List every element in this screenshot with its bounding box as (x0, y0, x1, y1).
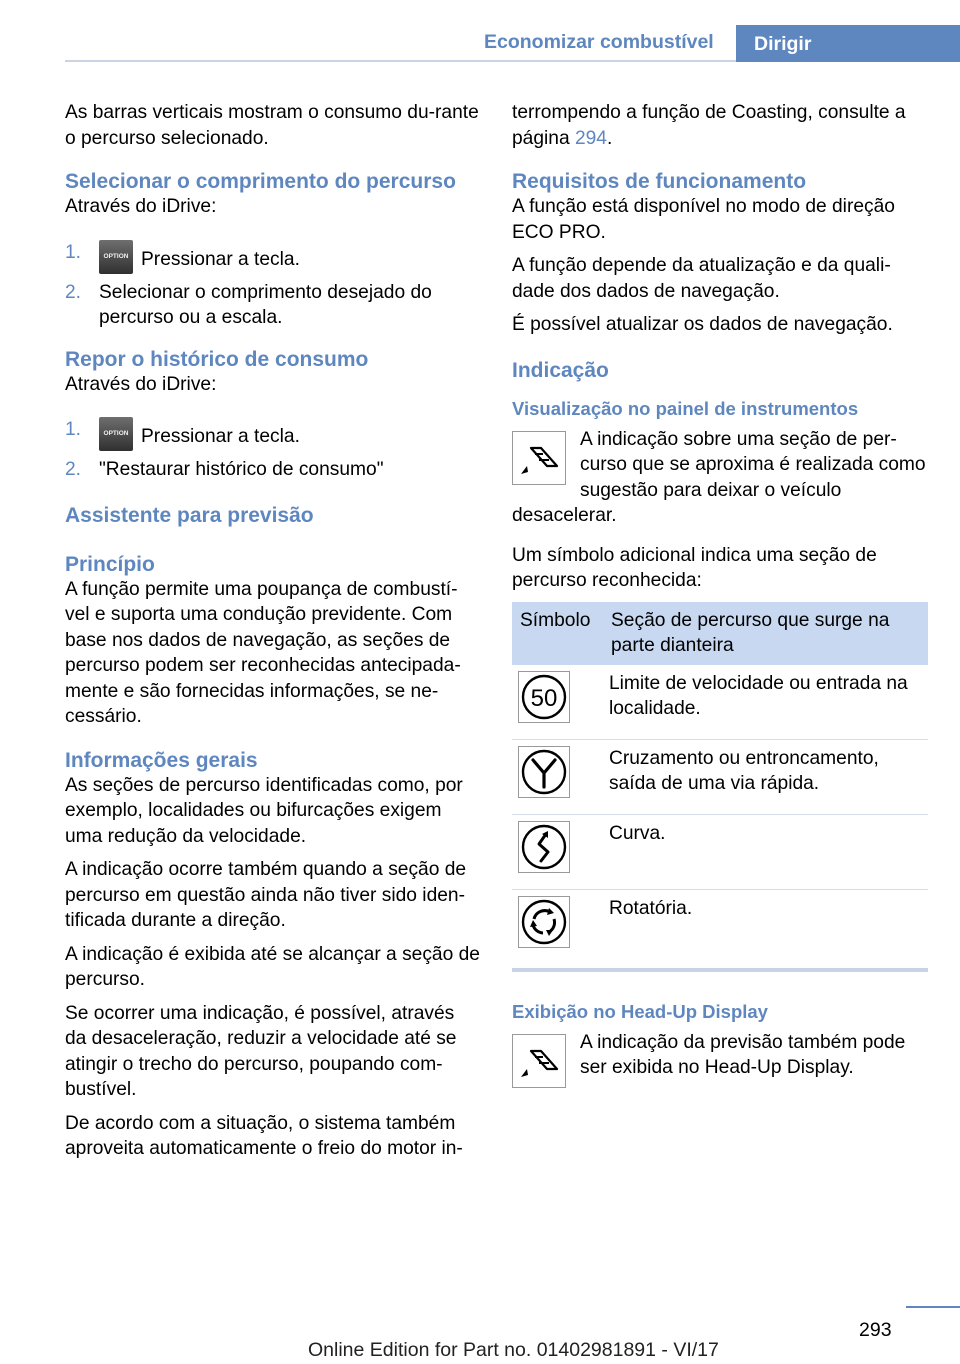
table-cell-text: Curva. (603, 814, 928, 889)
header-chapter-label: Dirigir (754, 33, 812, 55)
instrument-panel-paragraph: A indicação sobre uma seção de per-curso que se aproxima é realizada como sugestão para deixar o veículo desacelerar. (512, 428, 926, 526)
page-link[interactable]: 294 (574, 127, 607, 149)
junction-icon (518, 746, 570, 798)
list-item (65, 280, 480, 331)
table-row (512, 739, 928, 814)
header-chapter-tab (736, 25, 960, 62)
principle-paragraph: A função permite uma poupança de combustí-vel e suporta uma condução previdente. Com base nos dados de navegação, as seções de percurso podem ser reconhecidas antecipada-mente e são fornecidas informações, se ne-cessário. (65, 578, 461, 727)
section-title-principle: Princípio (65, 552, 155, 576)
table-header-symbol: Símbolo (512, 602, 603, 665)
option-key-icon (99, 240, 133, 274)
section-title-select-length: Selecionar o comprimento do percurso (65, 170, 456, 193)
table-row (512, 889, 928, 970)
section-title-general-info: Informações gerais (65, 748, 258, 772)
general-paragraph-4: Se ocorrer uma indicação, é possível, através da desaceleração, reduzir a velocidade até se atingir o trecho do percurso, poupando com-bustível. (65, 1002, 457, 1100)
table-cell-icon (512, 814, 603, 889)
header-section-title: Economizar combustível (484, 31, 714, 53)
symbol-table (512, 602, 928, 972)
step-number: 1. (65, 241, 82, 263)
step-number: 1. (65, 419, 82, 440)
step-text: Pressionar a tecla. (141, 248, 300, 270)
steps-select-length (65, 240, 480, 331)
section-title-indication: Indicação (512, 358, 609, 382)
roundabout-icon (518, 896, 570, 948)
list-item (65, 240, 480, 274)
step-number: 2. (65, 281, 82, 303)
requirements-paragraph-3: É possível atualizar os dados de navegação. (512, 314, 893, 335)
steps-reset-history (65, 417, 480, 483)
general-paragraph-2: A indicação ocorre também quando a seção de percurso em questão ainda não tiver sido iden-tificada durante a direção. (65, 859, 467, 931)
page-number: 293 (859, 1319, 892, 1341)
hud-block (512, 1030, 928, 1081)
table-header-row (512, 602, 928, 665)
speed-limit-label: 50 (530, 684, 558, 712)
option-key-label: OPTION (103, 252, 129, 260)
section-title-forecast-assistant: Assistente para previsão (65, 503, 314, 527)
continued-paragraph (512, 100, 928, 151)
option-key-label: OPTION (103, 430, 129, 437)
requirements-paragraph-2: A função depende da atualização e da quali-dade dos dados de navegação. (512, 255, 891, 302)
table-row (512, 814, 928, 889)
step-number: 2. (65, 459, 82, 480)
table-cell-text: Limite de velocidade ou entrada na localidade. (603, 665, 928, 740)
section-title-reset-history: Repor o histórico de consumo (65, 347, 369, 371)
table-cell-icon (512, 739, 603, 814)
step-text: Selecionar o comprimento desejado do percurso ou a escala. (99, 281, 432, 328)
idrive-note: Através do iDrive: (65, 373, 217, 395)
decelerate-hint-icon (512, 431, 566, 485)
table-header-description: Seção de percurso que surge na parte dianteira (603, 602, 928, 665)
edition-footer: Online Edition for Part no. 01402981891 - VI/17 (308, 1339, 719, 1361)
table-cell-icon (512, 889, 603, 970)
continued-end: . (606, 127, 613, 149)
page-number-rule (906, 1306, 960, 1308)
table-cell-text: Cruzamento ou entroncamento, saída de uma via rápida. (603, 739, 928, 814)
subsection-title-instrument-panel: Visualização no painel de instrumentos (512, 397, 859, 419)
right-column (512, 100, 928, 1089)
list-item (65, 457, 480, 483)
subsection-title-hud: Exibição no Head-Up Display (512, 1000, 768, 1022)
table-row (512, 665, 928, 740)
step-text: Pressionar a tecla. (141, 426, 300, 447)
speed-limit-50-icon (518, 671, 570, 723)
step-text: "Restaurar histórico de consumo" (99, 459, 384, 480)
curve-icon (518, 821, 570, 873)
option-key-icon (99, 417, 133, 451)
intro-paragraph: As barras verticais mostram o consumo du-rante o percurso selecionado. (65, 102, 479, 149)
general-paragraph-1: As seções de percurso identificadas como, por exemplo, localidades ou bifurcações exigem uma redução da velocidade. (65, 774, 463, 847)
instrument-panel-block (512, 427, 928, 529)
continued-text: terrompendo a função de Coasting, consulte a página (512, 102, 906, 149)
general-paragraph-3: A indicação é exibida até se alcançar a seção de percurso. (65, 943, 480, 990)
idrive-note: Através do iDrive: (65, 196, 217, 217)
left-column (65, 100, 480, 1170)
hud-paragraph: A indicação da previsão também pode ser exibida no Head-Up Display. (580, 1031, 906, 1078)
list-item (65, 417, 480, 451)
requirements-paragraph-1: A função está disponível no modo de direção ECO PRO. (512, 196, 895, 243)
general-paragraph-5: De acordo com a situação, o sistema também aproveita automaticamente o freio do motor in- (65, 1112, 463, 1159)
table-cell-icon (512, 665, 603, 740)
table-cell-text: Rotatória. (603, 889, 928, 970)
section-title-requirements: Requisitos de funcionamento (512, 170, 807, 193)
extra-symbol-paragraph: Um símbolo adicional indica uma seção de percurso reconhecida: (512, 544, 877, 591)
decelerate-hint-icon (512, 1034, 566, 1088)
